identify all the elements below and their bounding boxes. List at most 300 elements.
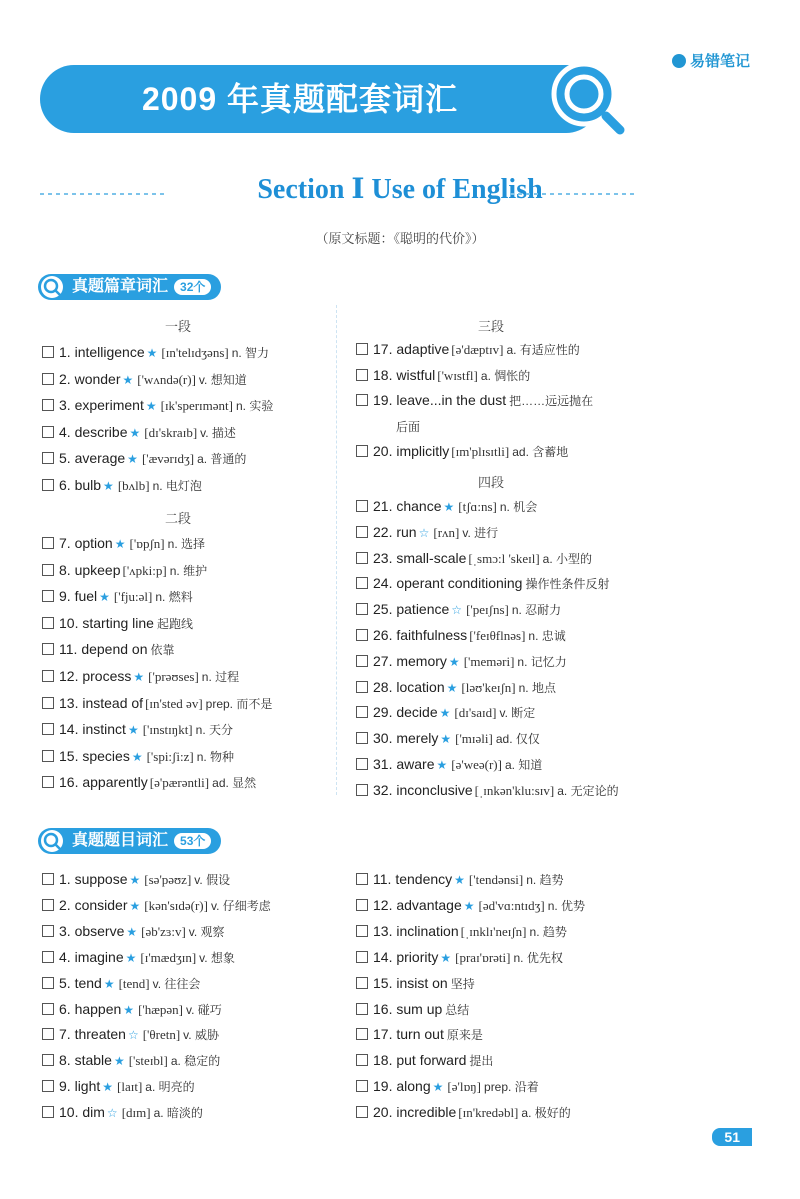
vocab-entry [42,1026,219,1043]
entry-number: 16. [59,774,79,791]
vocab-entry [42,774,256,791]
entry-definition: n. 优先权 [513,950,563,965]
checkbox[interactable] [356,369,368,381]
entry-phonetic: [ˌɪnklɪ'neɪʃn] [460,923,527,939]
frequency-star-icon: ★ [103,976,115,991]
checkbox[interactable] [42,776,54,788]
entry-phonetic: [dɪm] [121,1105,151,1121]
entry-phonetic: ['hæpən] [138,1001,184,1017]
entry-word: fuel [70,588,98,605]
entry-word: inclination [392,922,459,939]
entry-word: decide [392,704,438,721]
entry-phonetic: [ə'weə(r)] [451,757,502,772]
entry-number: 9. [59,1078,71,1095]
entry-phonetic: ['steɪbl] [128,1053,168,1069]
frequency-star-icon: ★ [440,732,452,747]
vocab-entry [356,601,561,618]
entry-number: 5. [59,974,71,991]
checkbox[interactable] [356,706,368,718]
checkbox[interactable] [42,697,54,709]
vocab-entry [356,756,542,773]
entry-word: inconclusive [392,781,473,798]
entry-number: 2. [59,370,71,387]
entry-phonetic: [kən'sɪdə(r)] [144,897,208,913]
checkbox[interactable] [356,784,368,796]
entry-number: 8. [59,1052,71,1069]
checkbox[interactable] [356,1054,368,1066]
vocab-entry [356,524,498,541]
entry-definition: v. 往往会 [152,976,201,991]
entry-word: insist on [392,974,448,991]
entry-definition: n. 忠诚 [528,629,566,643]
frequency-star-icon: ★ [131,749,143,764]
entry-definition: n. 物种 [196,749,235,764]
checkbox[interactable] [356,899,368,911]
entry-number: 12. [59,668,79,684]
entry-definition: n. 趋势 [526,873,564,887]
vocab-entry [42,1104,203,1121]
category-pill [38,274,221,300]
entry-number: 32. [373,781,393,798]
vocab-entry [356,653,567,670]
entry-definition: n. 天分 [195,723,233,738]
entry-number: 1. [59,871,71,887]
checkbox[interactable] [356,394,368,406]
checkbox[interactable] [42,452,54,464]
entry-word: instead of [78,694,144,711]
checkbox[interactable] [42,723,54,735]
entry-word: intelligence [70,344,145,360]
brand-label [672,50,750,71]
checkbox[interactable] [42,1080,54,1092]
entry-word: patience [392,601,450,618]
entry-phonetic: [dɪ'skraɪb] [144,424,198,440]
frequency-star-icon: ★ [129,898,141,913]
entry-word: describe [70,423,128,440]
entry-number: 19. [373,1078,393,1095]
checkbox[interactable] [356,758,368,770]
checkbox[interactable] [42,643,54,655]
entry-word: light [70,1078,101,1095]
vocab-entry [42,397,273,414]
entry-word: suppose [70,871,128,887]
vocab-entry [42,748,234,765]
entry-word: observe [70,922,125,939]
entry-number: 17. [373,1026,393,1043]
entry-phonetic: [ˌɪnkən'klu:sɪv] [474,782,555,798]
entry-definition: n. 电灯泡 [152,479,202,493]
vocab-entry [356,1052,493,1069]
checkbox[interactable] [356,577,368,589]
entry-phonetic: ['fju:əl] [113,589,153,605]
frequency-star-icon: ★ [129,873,141,887]
checkbox[interactable] [356,1080,368,1092]
entry-word: starting line [78,614,154,631]
entry-definition: n. 记忆力 [517,654,567,669]
entry-number: 13. [373,922,393,939]
frequency-star-icon: ★ [446,680,458,695]
checkbox[interactable] [356,1003,368,1015]
entry-definition: n. 地点 [518,680,556,695]
entry-number: 1. [59,344,71,360]
entry-number: 6. [59,1000,71,1017]
entry-phonetic: [sə'pəʊz] [144,872,192,887]
vocab-entry [42,371,247,388]
checkbox[interactable] [42,1028,54,1040]
entry-word: tendency [391,871,453,887]
checkbox[interactable] [356,925,368,937]
entry-word: along [392,1078,431,1095]
vocab-entry [393,418,420,435]
paragraph-label: 一段 [165,319,192,334]
entry-definition: v. 碰巧 [186,1002,222,1017]
category-header-question [38,826,221,856]
entry-phonetic: ['wʌndə(r)] [137,371,196,387]
checkbox[interactable] [42,617,54,629]
entry-number: 3. [59,922,71,939]
entry-definition: a. 普通的 [197,452,247,467]
entry-definition: n. 趋势 [529,924,567,939]
magnifier-icon [548,58,626,136]
entry-definition: a. 明亮的 [145,1080,195,1095]
checkbox[interactable] [356,445,368,457]
entry-word: operant conditioning [392,575,523,592]
frequency-star-icon: ★ [113,1054,125,1069]
entry-number: 23. [373,549,393,566]
entry-definition: n. 智力 [231,346,270,360]
checkbox[interactable] [42,373,54,385]
checkbox[interactable] [356,526,368,538]
frequency-star-icon: ★ [432,1080,444,1095]
frequency-star-icon: ★ [436,758,448,772]
entry-definition: a. 稳定的 [170,1054,221,1069]
vocab-entry [42,668,239,685]
entry-definition: 总结 [445,1002,470,1017]
entry-number: 26. [373,627,393,643]
checkbox[interactable] [42,590,54,602]
entry-definition: a. 知道 [504,758,543,772]
checkbox[interactable] [42,346,54,358]
entry-word: bulb [70,477,102,493]
entry-phonetic: ['ɒpʃn] [129,536,165,551]
checkbox[interactable] [42,1003,54,1015]
frequency-star-icon: ★ [99,590,110,605]
entry-number: 3. [59,397,71,414]
entry-phonetic: [ə'lɒŋ] [447,1079,482,1095]
checkbox[interactable] [356,1028,368,1040]
entry-definition: v. 威胁 [183,1028,219,1043]
frequency-star-icon: ★ [439,706,451,721]
entry-definition: v. 想象 [199,950,235,965]
entry-definition: a. 极好的 [521,1106,571,1121]
entry-word: wonder [70,370,121,387]
entry-definition: a. 惆怅的 [480,368,531,383]
entry-word: happen [70,1000,122,1017]
entry-phonetic: [ɪn'kredəbl] [458,1105,519,1121]
entry-number: 14. [59,721,79,738]
frequency-star-icon: ☆ [451,603,463,618]
entry-definition: prep. 沿着 [484,1080,539,1095]
entry-word: implicitly [392,443,450,459]
checkbox[interactable] [356,629,368,641]
entry-number: 7. [59,535,71,551]
entry-word: consider [70,896,128,913]
vocab-entry [42,344,269,361]
entry-phonetic: ['θretn] [142,1027,181,1043]
vocab-entry [356,679,556,696]
checkbox[interactable] [42,925,54,937]
entry-phonetic: [praɪ'ɒrəti] [455,949,511,965]
entry-definition: ad. 含蓄地 [512,445,569,459]
entry-word: dim [78,1104,105,1121]
entry-word: average [70,450,126,467]
vocab-entry [42,477,202,494]
brand-text: 易错笔记 [689,53,750,70]
entry-definition: a. 暗淡的 [153,1106,203,1121]
entry-phonetic: [ɪn'telɪdʒəns] [161,345,229,360]
entry-definition: v. 断定 [499,706,536,721]
entry-word: experiment [70,397,144,414]
entry-phonetic: [rʌn] [433,524,460,540]
checkbox[interactable] [42,1106,54,1118]
entry-word: merely [392,730,439,747]
entry-definition: 操作性条件反射 [525,577,610,592]
entry-phonetic: [ləʊ'keɪʃn] [461,679,516,695]
vocab-entry [42,641,175,658]
checkbox[interactable] [356,681,368,693]
checkbox[interactable] [42,479,54,491]
entry-word: advantage [392,896,462,913]
entry-definition: v. 观察 [188,924,225,939]
entry-definition: 原来是 [446,1028,483,1043]
vocab-entry [42,949,235,966]
entry-number: 28. [373,678,393,695]
frequency-star-icon: ★ [114,537,126,551]
entry-number: 11. [373,871,392,887]
checkbox[interactable] [356,977,368,989]
category-pill [38,828,221,854]
vocab-entry [356,498,537,515]
checkbox[interactable] [42,977,54,989]
checkbox[interactable] [356,343,368,355]
entry-phonetic: ['tendənsi] [468,872,524,887]
entry-number: 6. [59,477,71,493]
vocab-entry [42,1078,195,1095]
checkbox[interactable] [42,564,54,576]
vocab-entry [356,975,475,992]
checkbox[interactable] [356,655,368,667]
entry-number: 5. [59,450,71,467]
entry-word: stable [70,1052,112,1069]
vocab-entry [42,424,236,441]
checkbox[interactable] [42,537,54,549]
entry-phonetic: [ə'dæptɪv] [451,342,504,357]
checkbox[interactable] [356,603,368,615]
section-title: Section Ⅰ Use of English [257,174,543,205]
checkbox[interactable] [42,670,54,682]
category-label: 真题题目词汇 [72,832,169,849]
entry-phonetic: [ɪk'sperɪmənt] [160,398,233,414]
entry-word: threaten [70,1026,126,1043]
entry-number: 30. [373,730,393,747]
checkbox[interactable] [42,750,54,762]
checkbox[interactable] [42,873,54,885]
frequency-star-icon: ☆ [418,525,430,540]
vocab-entry [42,897,271,914]
entry-definition: v. 假设 [194,873,231,887]
entry-phonetic: [dɪ'saɪd] [454,705,497,721]
entry-number: 21. [373,498,393,514]
entry-word: incredible [392,1104,457,1121]
entry-number: 19. [373,392,393,408]
decorative-dashes-right [510,190,635,198]
entry-number: 10. [59,614,79,631]
vocab-entry [356,730,540,747]
checkbox[interactable] [356,500,368,512]
frequency-star-icon: ★ [129,425,141,440]
checkbox[interactable] [356,552,368,564]
checkbox[interactable] [42,1054,54,1066]
vocab-entry [356,897,585,914]
entry-number: 4. [59,423,71,440]
category-count: 32个 [174,279,211,295]
entry-phonetic: [bʌlb] [117,478,150,493]
vocab-entry [356,1001,469,1018]
checkbox[interactable] [356,873,368,885]
entry-number: 20. [373,1104,393,1121]
frequency-star-icon: ★ [448,654,460,669]
entry-definition: n. 维护 [169,563,208,578]
vocab-entry [356,341,580,358]
entry-number: 27. [373,652,393,669]
frequency-star-icon: ★ [123,1002,135,1017]
entry-word: run [392,523,417,540]
entry-word: faithfulness [392,627,468,643]
frequency-star-icon: ★ [102,1080,114,1095]
entry-phonetic: [tend] [118,975,150,991]
frequency-star-icon: ★ [133,670,145,684]
frequency-star-icon: ★ [463,898,475,913]
frequency-star-icon: ★ [127,452,138,467]
checkbox[interactable] [356,1106,368,1118]
frequency-star-icon: ★ [122,372,134,387]
vocab-entry [356,1104,571,1121]
entry-definition: n. 优势 [547,898,586,913]
entry-word: species [78,747,130,764]
vocab-entry [356,1078,539,1095]
entry-definition: 把……远远抛在 [509,394,594,408]
entry-definition: a. 有适应性的 [506,343,580,357]
entry-phonetic: [ə'pærəntli] [149,775,210,791]
entry-word: leave...in the dust [392,392,507,408]
vocab-entry [42,695,272,712]
entry-definition: ad. 显然 [212,776,257,791]
entry-phonetic: [tʃɑ:ns] [458,499,497,514]
entry-word: put forward [392,1052,467,1069]
category-header-passage [38,272,221,302]
entry-number: 10. [59,1104,79,1121]
entry-definition: a. 小型的 [542,551,593,566]
entry-word: wistful [392,366,436,383]
entry-definition: 后面 [396,419,421,434]
checkbox[interactable] [356,951,368,963]
vocab-entry [356,923,567,940]
entry-definition: ad. 仅仅 [495,732,540,747]
category-count: 53个 [174,833,211,849]
checkbox[interactable] [42,426,54,438]
column-divider [336,305,337,795]
frequency-star-icon: ★ [145,399,157,414]
entry-word: aware [392,756,435,772]
entry-definition: v. 想知道 [198,372,247,387]
entry-number: 31. [373,756,393,772]
vocab-entry [42,721,233,738]
entry-definition: v. 描述 [200,425,236,440]
vocab-entry [42,1052,220,1069]
vocab-entry [356,367,530,384]
frequency-star-icon: ★ [127,723,139,738]
entry-phonetic: ['ʌpki:p] [122,562,167,578]
magnifier-small-icon [40,275,64,299]
entry-number: 15. [59,747,79,764]
entry-number: 25. [373,601,393,618]
vocab-entry [42,923,225,940]
entry-word: sum up [392,1000,443,1017]
entry-definition: n. 过程 [201,670,240,684]
entry-number: 8. [59,561,71,578]
entry-phonetic: ['prəʊses] [148,669,199,684]
checkbox[interactable] [42,399,54,411]
entry-phonetic: ['ævərɪdʒ] [141,451,195,467]
entry-definition: n. 燃料 [155,590,193,605]
entry-phonetic: ['feɪθflnəs] [469,628,526,643]
entry-word: instinct [78,721,126,738]
entry-phonetic: ['wɪstfl] [437,367,478,383]
entry-word: depend on [77,641,148,658]
entry-definition: n. 实验 [236,399,274,414]
vocab-entry [356,949,563,966]
vocab-entry [42,1001,222,1018]
vocab-entry [356,871,564,888]
entry-number: 4. [59,948,71,965]
frequency-star-icon: ☆ [106,1106,118,1121]
frequency-star-icon: ★ [440,950,452,965]
vocab-entry [42,450,246,467]
pencil-icon [672,54,686,68]
vocab-entry [356,392,593,409]
checkbox[interactable] [356,732,368,744]
paragraph-label: 三段 [478,319,505,334]
checkbox[interactable] [42,951,54,963]
vocab-entry [356,443,568,460]
entry-number: 16. [373,1000,393,1017]
entry-number: 14. [373,948,393,965]
entry-number: 24. [373,575,393,592]
entry-word: process [78,668,132,684]
entry-phonetic: [ɪn'sted əv] [145,695,203,711]
entry-definition: 提出 [469,1054,494,1069]
entry-phonetic: [ɪm'plɪsɪtli] [451,444,510,459]
entry-word: adaptive [392,341,450,357]
entry-phonetic: ['spi:ʃi:z] [146,748,194,764]
entry-phonetic: ['ɪnstɪŋkt] [142,722,193,738]
vocab-entry [42,615,193,632]
title-banner [40,65,600,133]
entry-word: chance [392,498,442,514]
entry-definition: 坚持 [450,976,475,991]
vocab-entry [42,562,207,579]
checkbox[interactable] [42,899,54,911]
